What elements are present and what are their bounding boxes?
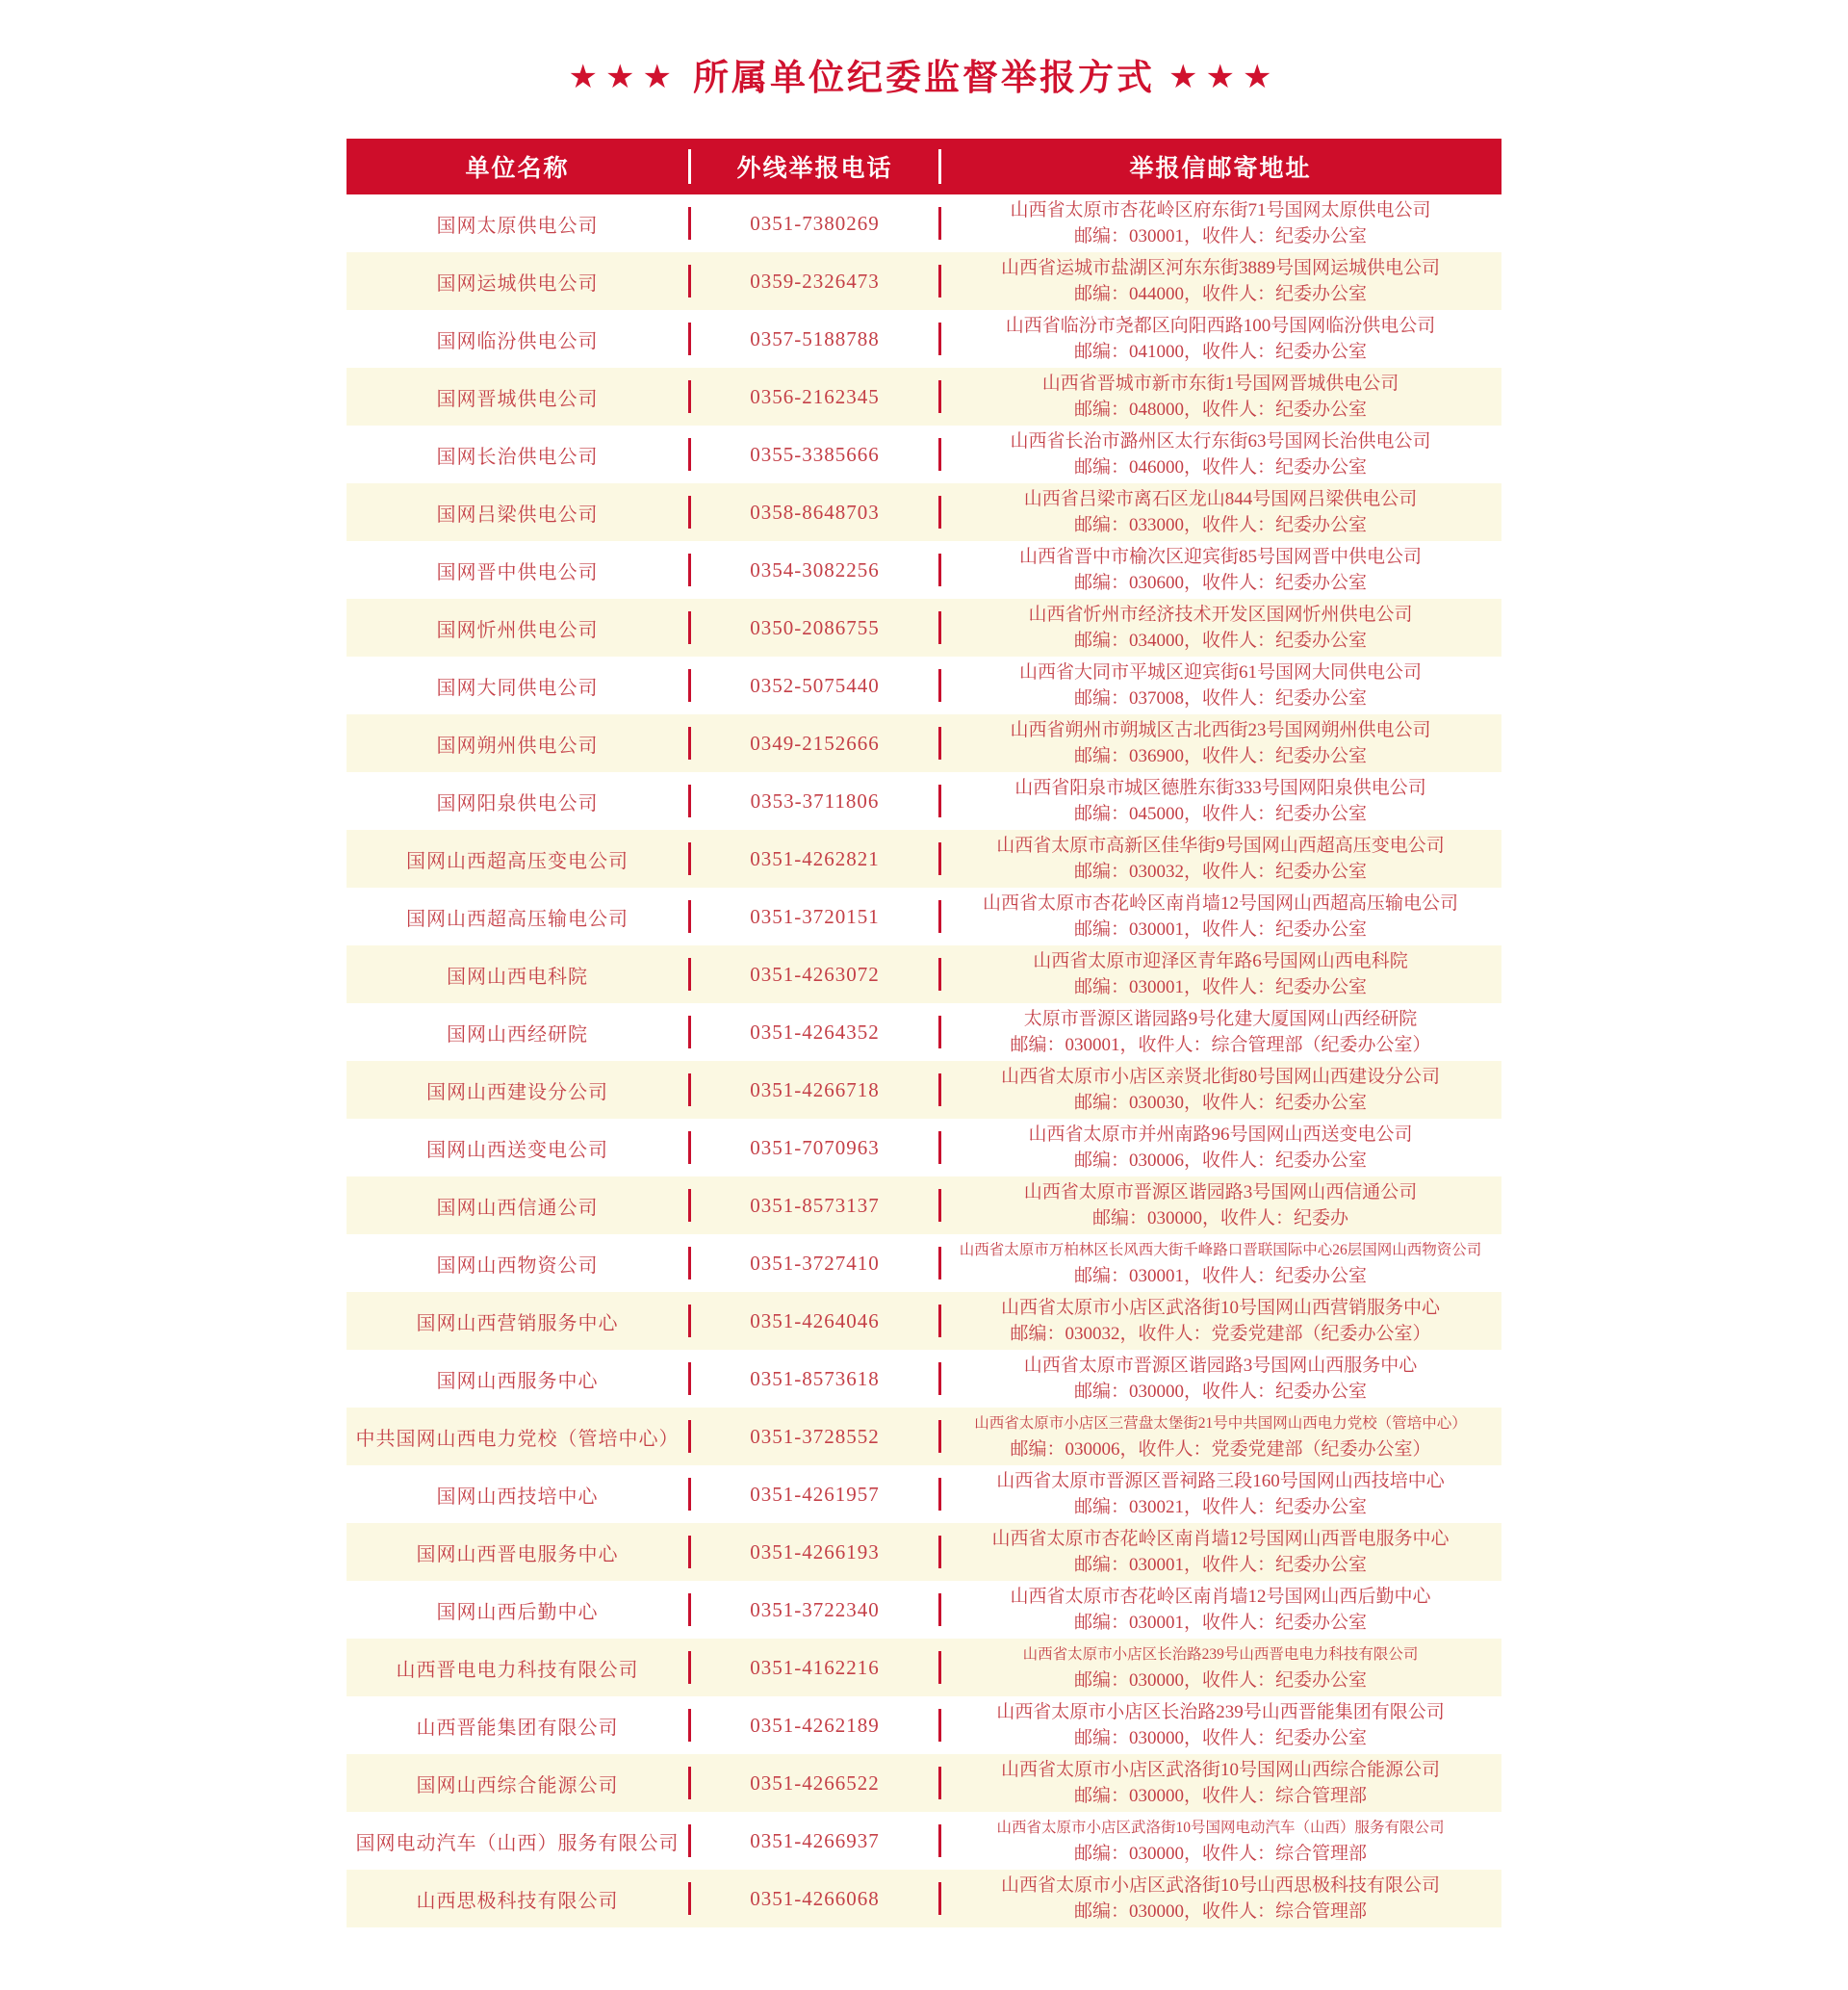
stars-left-icon: ★★★: [568, 59, 680, 95]
address-line: 山西省晋城市新市东街1号国网晋城供电公司: [1041, 374, 1399, 394]
report-phone: 0353-3711806: [750, 788, 880, 813]
unit-name: 国网长治供电公司: [436, 446, 599, 468]
address-line: 山西省太原市并州南路96号国网山西送变电公司: [1028, 1124, 1413, 1145]
report-phone: 0351-4261957: [750, 1482, 880, 1506]
unit-name: 国网山西晋电服务中心: [416, 1543, 619, 1565]
address-line: 山西省晋中市榆次区迎宾街85号国网晋中供电公司: [1018, 547, 1422, 567]
table-body: [346, 194, 1502, 1927]
postal-line: 邮编：030000，收件人：纪委办: [1091, 1208, 1348, 1228]
report-phone: 0350-2086755: [750, 615, 880, 639]
postal-line: 邮编：030000，收件人：综合管理部: [1073, 1844, 1367, 1864]
mailing-address: [941, 1757, 1500, 1809]
mailing-address: [941, 717, 1500, 769]
mailing-address: [941, 1064, 1500, 1116]
report-phone: 0351-4162216: [750, 1655, 880, 1679]
postal-line: 邮编：034000，收件人：纪委办公室: [1073, 631, 1367, 651]
mailing-address: [941, 255, 1500, 307]
mailing-address: [941, 1641, 1500, 1693]
mailing-address: [941, 1295, 1500, 1347]
report-phone: 0351-3727410: [750, 1251, 880, 1275]
stars-right-icon: ★★★: [1168, 59, 1280, 95]
report-phone: 0351-4264352: [750, 1020, 880, 1044]
address-line: 山西省太原市小店区三营盘太堡街21号中共国网山西电力党校（管培中心）: [974, 1415, 1467, 1432]
unit-name: 国网山西超高压输电公司: [406, 908, 629, 930]
postal-line: 邮编：037008，收件人：纪委办公室: [1073, 688, 1367, 709]
report-phone: 0351-8573618: [750, 1366, 880, 1390]
address-line: 山西省忻州市经济技术开发区国网忻州供电公司: [1028, 605, 1413, 625]
report-phone: 0351-4266193: [750, 1539, 880, 1564]
unit-name: 山西思极科技有限公司: [416, 1890, 619, 1912]
mailing-address: [941, 197, 1500, 249]
unit-name: 国网山西信通公司: [436, 1197, 599, 1219]
mailing-address: [941, 1410, 1500, 1462]
address-line: 山西省太原市杏花岭区府东街71号国网太原供电公司: [1010, 200, 1431, 220]
address-line: 山西省太原市小店区长治路239号山西晋能集团有限公司: [996, 1702, 1445, 1722]
report-phone: 0351-4266718: [750, 1077, 880, 1101]
postal-line: 邮编：030032，收件人：纪委办公室: [1073, 862, 1367, 882]
report-phone: 0351-4266068: [750, 1886, 880, 1910]
table-row: [346, 1350, 1502, 1408]
page-title-text: 所属单位纪委监督举报方式: [693, 58, 1155, 97]
postal-line: 邮编：030001，收件人：纪委办公室: [1073, 1555, 1367, 1575]
table-row: [346, 1870, 1502, 1927]
table-row: [346, 1696, 1502, 1754]
postal-line: 邮编：030030，收件人：纪委办公室: [1073, 1093, 1367, 1113]
postal-line: 邮编：030032，收件人：党委党建部（纪委办公室）: [1010, 1324, 1431, 1344]
postal-line: 邮编：030001，收件人：纪委办公室: [1073, 1266, 1367, 1286]
report-phone: 0359-2326473: [750, 269, 880, 293]
table-row: [346, 772, 1502, 830]
mailing-address: [941, 891, 1500, 943]
table-row: [346, 1234, 1502, 1292]
table-row: [346, 1003, 1502, 1061]
postal-line: 邮编：030006，收件人：纪委办公室: [1073, 1150, 1367, 1171]
header-mailing-address: 举报信邮寄地址: [1129, 155, 1312, 182]
table-header-row: [346, 139, 1502, 194]
table-row: [346, 1639, 1502, 1696]
address-line: 山西省太原市晋源区谐园路3号国网山西信通公司: [1023, 1182, 1418, 1202]
unit-name: 国网山西送变电公司: [426, 1139, 608, 1161]
postal-line: 邮编：030000，收件人：纪委办公室: [1073, 1382, 1367, 1402]
mailing-address: [941, 833, 1500, 885]
mailing-address: [941, 1006, 1500, 1058]
table-row: [346, 945, 1502, 1003]
postal-line: 邮编：044000，收件人：纪委办公室: [1073, 284, 1367, 304]
mailing-address: [941, 486, 1500, 538]
report-phone: 0352-5075440: [750, 673, 880, 697]
postal-line: 邮编：048000，收件人：纪委办公室: [1073, 400, 1367, 420]
report-phone: 0351-4266937: [750, 1828, 880, 1852]
unit-name: 国网晋中供电公司: [436, 561, 599, 583]
table-row: [346, 1292, 1502, 1350]
mailing-address: [941, 1237, 1500, 1289]
address-line: 山西省长治市潞州区太行东街63号国网长治供电公司: [1010, 431, 1431, 452]
postal-line: 邮编：046000，收件人：纪委办公室: [1073, 457, 1367, 478]
report-phone: 0351-8573137: [750, 1193, 880, 1217]
table-row: [346, 194, 1502, 252]
unit-name: 国网电动汽车（山西）服务有限公司: [355, 1832, 680, 1854]
mailing-address: [941, 544, 1500, 596]
mailing-address: [941, 1873, 1500, 1925]
mailing-address: [941, 775, 1500, 827]
address-line: 山西省太原市小店区长治路239号山西晋电电力科技有限公司: [1022, 1646, 1419, 1663]
postal-line: 邮编：030000，收件人：纪委办公室: [1073, 1728, 1367, 1748]
report-phone: 0351-3720151: [750, 904, 880, 928]
unit-name: 国网吕梁供电公司: [436, 504, 599, 526]
table-row: [346, 483, 1502, 541]
report-phone: 0351-3728552: [750, 1424, 880, 1448]
table-row: [346, 888, 1502, 945]
report-phone: 0354-3082256: [750, 557, 880, 581]
unit-name: 国网山西后勤中心: [436, 1601, 599, 1623]
mailing-address: [941, 659, 1500, 711]
mailing-address: [941, 1584, 1500, 1636]
mailing-address: [941, 1815, 1500, 1867]
address-line: 山西省太原市迎泽区青年路6号国网山西电科院: [1033, 951, 1408, 971]
mailing-address: [941, 1122, 1500, 1174]
mailing-address: [941, 1353, 1500, 1405]
table-row: [346, 1523, 1502, 1581]
unit-name: 国网山西经研院: [447, 1023, 588, 1046]
unit-name: 中共国网山西电力党校（管培中心）: [355, 1428, 680, 1450]
report-phone: 0351-7070963: [750, 1135, 880, 1159]
postal-line: 邮编：045000，收件人：纪委办公室: [1073, 804, 1367, 824]
mailing-address: [941, 428, 1500, 480]
postal-line: 邮编：033000，收件人：纪委办公室: [1073, 515, 1367, 535]
mailing-address: [941, 313, 1500, 365]
mailing-address: [941, 371, 1500, 423]
unit-name: 山西晋电电力科技有限公司: [396, 1659, 639, 1681]
address-line: 山西省大同市平城区迎宾街61号国网大同供电公司: [1018, 662, 1422, 683]
address-line: 山西省太原市小店区武洛街10号山西思极科技有限公司: [1000, 1875, 1440, 1896]
address-line: 山西省朔州市朔城区古北西街23号国网朔州供电公司: [1010, 720, 1431, 740]
postal-line: 邮编：030000，收件人：纪委办公室: [1073, 1670, 1367, 1691]
unit-name: 国网太原供电公司: [436, 215, 599, 237]
table-row: [346, 830, 1502, 888]
address-line: 山西省太原市杏花岭区南肖墙12号国网山西晋电服务中心: [991, 1529, 1450, 1549]
address-line: 山西省太原市晋源区谐园路3号国网山西服务中心: [1023, 1356, 1418, 1376]
mailing-address: [941, 1699, 1500, 1751]
report-phone: 0355-3385666: [750, 442, 880, 466]
unit-name: 国网山西服务中心: [436, 1370, 599, 1392]
unit-name: 国网阳泉供电公司: [436, 792, 599, 814]
table-row: [346, 714, 1502, 772]
unit-name: 国网忻州供电公司: [436, 619, 599, 641]
unit-name: 国网晋城供电公司: [436, 388, 599, 410]
unit-name: 国网山西营销服务中心: [416, 1312, 619, 1334]
table-row: [346, 1465, 1502, 1523]
address-line: 山西省太原市晋源区晋祠路三段160号国网山西技培中心: [996, 1471, 1445, 1491]
table-row: [346, 1061, 1502, 1119]
table-row: [346, 426, 1502, 483]
unit-name: 国网山西电科院: [447, 966, 588, 988]
unit-name: 国网山西综合能源公司: [416, 1774, 619, 1796]
address-line: 山西省运城市盐湖区河东东街3889号国网运城供电公司: [1000, 258, 1440, 278]
table-row: [346, 1119, 1502, 1176]
unit-name: 国网大同供电公司: [436, 677, 599, 699]
address-line: 山西省太原市万柏林区长风西大街千峰路口晋联国际中心26层国网山西物资公司: [959, 1242, 1482, 1258]
table-row: [346, 657, 1502, 714]
header-unit-name: 单位名称: [465, 155, 570, 182]
report-phone: 0356-2162345: [750, 384, 880, 408]
unit-name: 国网山西技培中心: [436, 1486, 599, 1508]
postal-line: 邮编：030001，收件人：纪委办公室: [1073, 919, 1367, 940]
postal-line: 邮编：036900，收件人：纪委办公室: [1073, 746, 1367, 766]
postal-line: 邮编：030000，收件人：综合管理部: [1073, 1901, 1367, 1922]
address-line: 山西省太原市杏花岭区南肖墙12号国网山西后勤中心: [1010, 1587, 1431, 1607]
postal-line: 邮编：030021，收件人：纪委办公室: [1073, 1497, 1367, 1517]
address-line: 山西省太原市小店区武洛街10号国网电动汽车（山西）服务有限公司: [996, 1820, 1445, 1836]
table-row: [346, 1754, 1502, 1812]
address-line: 山西省阳泉市城区德胜东街333号国网阳泉供电公司: [1014, 778, 1426, 798]
postal-line: 邮编：030001，收件人：综合管理部（纪委办公室）: [1010, 1035, 1431, 1055]
mailing-address: [941, 1468, 1500, 1520]
report-phone: 0351-4266522: [750, 1770, 880, 1795]
report-contact-table: [346, 139, 1502, 1927]
report-phone: 0358-8648703: [750, 500, 880, 524]
table-row: [346, 1581, 1502, 1639]
unit-name: 山西晋能集团有限公司: [416, 1717, 619, 1739]
address-line: 山西省太原市杏花岭区南肖墙12号国网山西超高压输电公司: [982, 893, 1458, 914]
postal-line: 邮编：030006，收件人：党委党建部（纪委办公室）: [1010, 1439, 1431, 1460]
report-phone: 0357-5188788: [750, 326, 880, 350]
unit-name: 国网临汾供电公司: [436, 330, 599, 352]
unit-name: 国网运城供电公司: [436, 272, 599, 295]
report-phone: 0351-4263072: [750, 962, 880, 986]
unit-name: 国网山西物资公司: [436, 1254, 599, 1277]
page-title: [0, 48, 1848, 100]
address-line: 太原市晋源区谐园路9号化建大厦国网山西经研院: [1023, 1009, 1418, 1029]
mailing-address: [941, 948, 1500, 1000]
address-line: 山西省太原市小店区武洛街10号国网山西营销服务中心: [1000, 1298, 1440, 1318]
report-phone: 0351-4264046: [750, 1308, 880, 1332]
unit-name: 国网山西超高压变电公司: [406, 850, 629, 872]
unit-name: 国网朔州供电公司: [436, 735, 599, 757]
report-phone: 0351-4262821: [750, 846, 880, 870]
postal-line: 邮编：030000，收件人：综合管理部: [1073, 1786, 1367, 1806]
header-report-phone: 外线举报电话: [736, 155, 893, 182]
postal-line: 邮编：041000，收件人：纪委办公室: [1073, 342, 1367, 362]
mailing-address: [941, 1179, 1500, 1231]
address-line: 山西省太原市高新区佳华街9号国网山西超高压变电公司: [996, 836, 1445, 856]
postal-line: 邮编：030001，收件人：纪委办公室: [1073, 1613, 1367, 1633]
table-row: [346, 1812, 1502, 1870]
mailing-address: [941, 602, 1500, 654]
table-row: [346, 310, 1502, 368]
address-line: 山西省太原市小店区亲贤北街80号国网山西建设分公司: [1000, 1067, 1440, 1087]
table-row: [346, 1408, 1502, 1465]
table-row: [346, 599, 1502, 657]
mailing-address: [941, 1526, 1500, 1578]
address-line: 山西省吕梁市离石区龙山844号国网吕梁供电公司: [1023, 489, 1418, 509]
unit-name: 国网山西建设分公司: [426, 1081, 608, 1103]
report-phone: 0349-2152666: [750, 731, 880, 755]
report-phone: 0351-7380269: [750, 211, 880, 235]
table-row: [346, 368, 1502, 426]
postal-line: 邮编：030600，收件人：纪委办公室: [1073, 573, 1367, 593]
report-phone: 0351-4262189: [750, 1713, 880, 1737]
postal-line: 邮编：030001，收件人：纪委办公室: [1073, 977, 1367, 997]
postal-line: 邮编：030001，收件人：纪委办公室: [1073, 226, 1367, 246]
address-line: 山西省太原市小店区武洛街10号国网山西综合能源公司: [1000, 1760, 1440, 1780]
table-row: [346, 541, 1502, 599]
table-row: [346, 252, 1502, 310]
address-line: 山西省临汾市尧都区向阳西路100号国网临汾供电公司: [1005, 316, 1436, 336]
table-row: [346, 1176, 1502, 1234]
report-phone: 0351-3722340: [750, 1597, 880, 1621]
